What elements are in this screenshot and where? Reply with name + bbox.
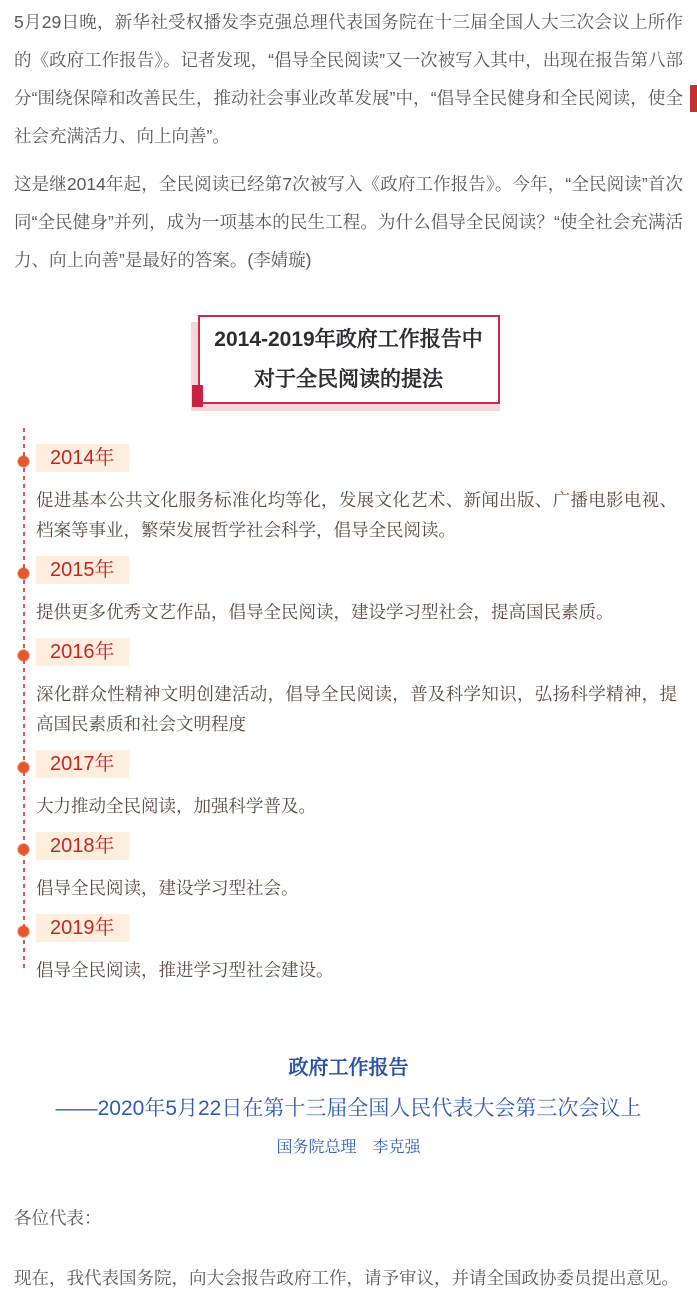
timeline-text: 提供更多优秀文艺作品，倡导全民阅读，建设学习型社会，提高国民素质。 [36, 602, 614, 622]
timeline-text: 深化群众性精神文明创建活动，倡导全民阅读，普及科学知识，弘扬科学精神，提高国民素质和社会文明程度 [36, 684, 677, 734]
intro-paragraph-2: 这是继2014年起，全民阅读已经第7次被写入《政府工作报告》。今年，“全民阅读”首次同“全民健身”并列，成为一项基本的民生工程。为什么倡导全民阅读？“使全社会充满活力、向上向善”是最好的答案。(李婧璇) [14, 174, 683, 270]
timeline-text: 大力推动全民阅读，加强科学普及。 [36, 796, 316, 816]
highlight-box-frame [198, 315, 500, 404]
pink-shadow-bottom [191, 404, 500, 411]
timeline-item-2018 [36, 832, 677, 903]
timeline-item-2019 [36, 914, 677, 985]
year-badge: 2015年 [36, 556, 129, 584]
timeline-item-2017 [36, 750, 677, 821]
opening-paragraph: 现在，我代表国务院，向大会报告政府工作，请予审议，并请全国政协委员提出意见。 [14, 1268, 679, 1288]
highlight-box-title-line1: 2014-2019年政府工作报告中 [214, 327, 483, 351]
year-badge: 2014年 [36, 444, 129, 472]
report-title: 政府工作报告 [288, 1057, 409, 1079]
timeline-text: 倡导全民阅读，推进学习型社会建设。 [36, 960, 334, 980]
timeline-dot [18, 844, 29, 855]
year-badge: 2019年 [36, 914, 129, 942]
highlight-box [198, 315, 500, 404]
timeline-dot [18, 650, 29, 661]
timeline-text: 促进基本公共文化服务标准化均等化，发展文化艺术、新闻出版、广播电影电视、档案等事业，繁荣发展哲学社会科学，倡导全民阅读。 [36, 490, 677, 540]
year-badge: 2017年 [36, 750, 129, 778]
year-badge: 2018年 [36, 832, 129, 860]
report-header [14, 1055, 683, 1159]
highlight-box-title-line2: 对于全民阅读的提法 [254, 367, 443, 391]
timeline [23, 428, 683, 985]
intro-paragraph-1: 5月29日晚，新华社受权播发李克强总理代表国务院在十三届全国人大三次会议上所作的《政府工作报告》。记者发现，“倡导全民阅读”又一次被写入其中，出现在报告第八部分“围绕保障和改善民生，推动社会事业改革发展”中，“倡导全民健身和全民阅读，使全社会充满活力、向上向善”。 [14, 12, 683, 146]
year-badge: 2016年 [36, 638, 129, 666]
timeline-item-2015 [36, 556, 677, 627]
right-edge-marker [690, 85, 697, 112]
timeline-item-2014 [36, 444, 677, 545]
timeline-dot [18, 568, 29, 579]
timeline-text: 倡导全民阅读，建设学习型社会。 [36, 878, 299, 898]
report-author: 国务院总理 李克强 [276, 1139, 421, 1156]
timeline-item-2016 [36, 638, 677, 739]
timeline-dot [18, 926, 29, 937]
red-accent-square [192, 385, 203, 407]
timeline-dot [18, 762, 29, 773]
timeline-dot [18, 456, 29, 467]
salutation: 各位代表： [14, 1208, 102, 1228]
report-subtitle: ——2020年5月22日在第十三届全国人民代表大会第三次会议上 [55, 1097, 642, 1120]
